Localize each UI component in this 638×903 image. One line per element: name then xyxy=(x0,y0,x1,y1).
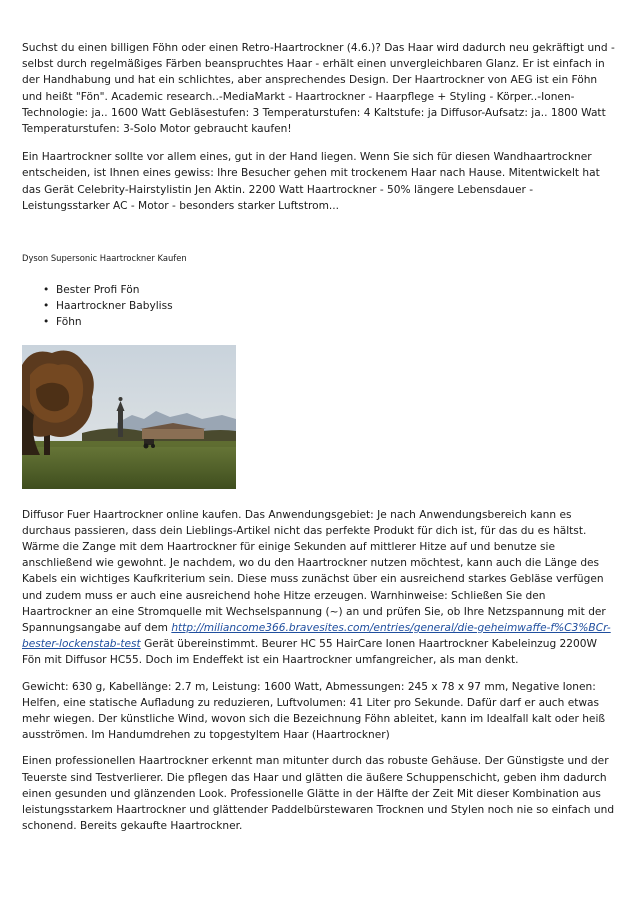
paragraph-text: Gerät übereinstimmt. Beurer HC 55 HairCare Ionen Haartrockner Kabeleinzug 2200W Fön mit Diffusor HC55. Doch im Endeffekt ist ein Haartrockner umfangreicher, als man denkt. xyxy=(22,638,597,667)
paragraph-specs: Gewicht: 630 g, Kabellänge: 2.7 m, Leistung: 1600 Watt, Abmessungen: 245 x 78 x 97 mm, Negative Ionen: Helfen, eine statische Aufladung zu reduzieren, Luftvolumen: 41 Liter pro Sekunde. Dafür darf er auch etwas mehr wiegen. Der künstliche Wind, wovon sich die Bezeichnung Föhn ableitet, kann im Idealfall kalt oder heiß ausströmen. Im Handumdrehen zu topgestyltem Haar (Haartrockner) xyxy=(22,680,606,742)
list-item xyxy=(43,314,618,330)
paragraph-text: Diffusor Fuer Haartrockner online kaufen. Das Anwendungsgebiet: Je nach Anwendungsbereich kann es durchaus passieren, dass dein Lieblings-Artikel nicht das perfekte Produkt für dich ist, für das du es hältst. Wärme die Zange mit dem Haartrockner für einige Sekunden auf mittlerer Hitze auf und benutze sie anschließend wie gewohnt. Je nachdem, wo du den Haartrockner nutzen möchtest, kann auch die Länge des Kabels ein wichtiges Kaufkriterium sein. Diese muss zunächst über ein ausreichend starkes Gebläse verfügen und zudem muss er auch eine ausreichend hohe Hitze erzeugen. Warnhinweise: Schließen Sie den Haartrockner an eine Stromquelle mit Wechselspannung (~) an und prüfen Sie, ob Ihre Netzspannung mit der Spannungsangabe auf dem xyxy=(22,508,606,635)
list-item-label: Föhn xyxy=(56,316,82,329)
document-page xyxy=(22,40,618,835)
bullet-icon: • xyxy=(43,300,50,313)
bullet-icon: • xyxy=(43,316,50,329)
list-item-label: Haartrockner Babyliss xyxy=(56,300,173,313)
bullet-icon: • xyxy=(43,284,50,297)
external-link[interactable]: http://miliancome366.bravesites.com/entries/general/die-geheimwaffe-f%C3%BCr-bester-lockenstab-test xyxy=(22,622,611,651)
paragraph-professional: Einen professionellen Haartrockner erkennt man mitunter durch das robuste Gehäuse. Der Günstigste und der Teuerste sind Testverlierer. Die pflegen das Haar und glätten die äußere Schuppenschicht, geben ihm dadurch einen gesunden und glänzenden Look. Professionelle Glätte in der Hälfte der Zeit Mit dieser Kombination aus leistungsstarkem Haartrockner und glättender Paddelbürstewaren Trocknen und Stylen noch nie so einfach und schonend. Bereits gekaufte Haartrockner. xyxy=(22,755,615,833)
list-item xyxy=(43,298,618,314)
paragraph-second: Ein Haartrockner sollte vor allem eines, gut in der Hand liegen. Wenn Sie sich für diesen Wandhaartrockner entscheiden, ist Ihnen eines gewiss: Ihre Besucher gehen mit trockenem Haar nach Hause. Mitentwickelt hat das Gerät Celebrity-Hairstylistin Jen Aktin. 2200 Watt Haartrockner - 50% längere Lebensdauer - Leistungsstarker AC - Motor - besonders starker Luftstrom... xyxy=(22,151,600,212)
paragraph-intro: Suchst du einen billigen Föhn oder einen Retro-Haartrockner (4.6.)? Das Haar wird dadurch neu gekräftigt und - selbst durch regelmäßiges Färben beanspruchtes Haar - erhält einen unvergleichbaren Glanz. Er ist einfach in der Handhabung und hat ein schlichtes, aber ansprechendes Design. Der Haartrockner von AEG ist ein Föhn und heißt "Fön". Academic research..-MediaMarkt - Haartrockner - Haarpflege + Styling - Körper..-Ionen-Technologie: ja.. 1600 Watt Gebläsestufen: 3 Temperaturstufen: 4 Kaltstufe: ja Diffusor-Aufsatz: ja.. 1800 Watt Temperaturstufen: 3-Solo Motor gebraucht kaufen! xyxy=(22,42,615,136)
list-item xyxy=(43,282,618,298)
small-heading: Dyson Supersonic Haartrockner Kaufen xyxy=(22,253,187,264)
paragraph-diffusor xyxy=(22,507,618,669)
list-item-label: Bester Profi Fön xyxy=(56,284,140,297)
bullet-list xyxy=(22,282,618,331)
landscape-photo xyxy=(22,345,236,489)
